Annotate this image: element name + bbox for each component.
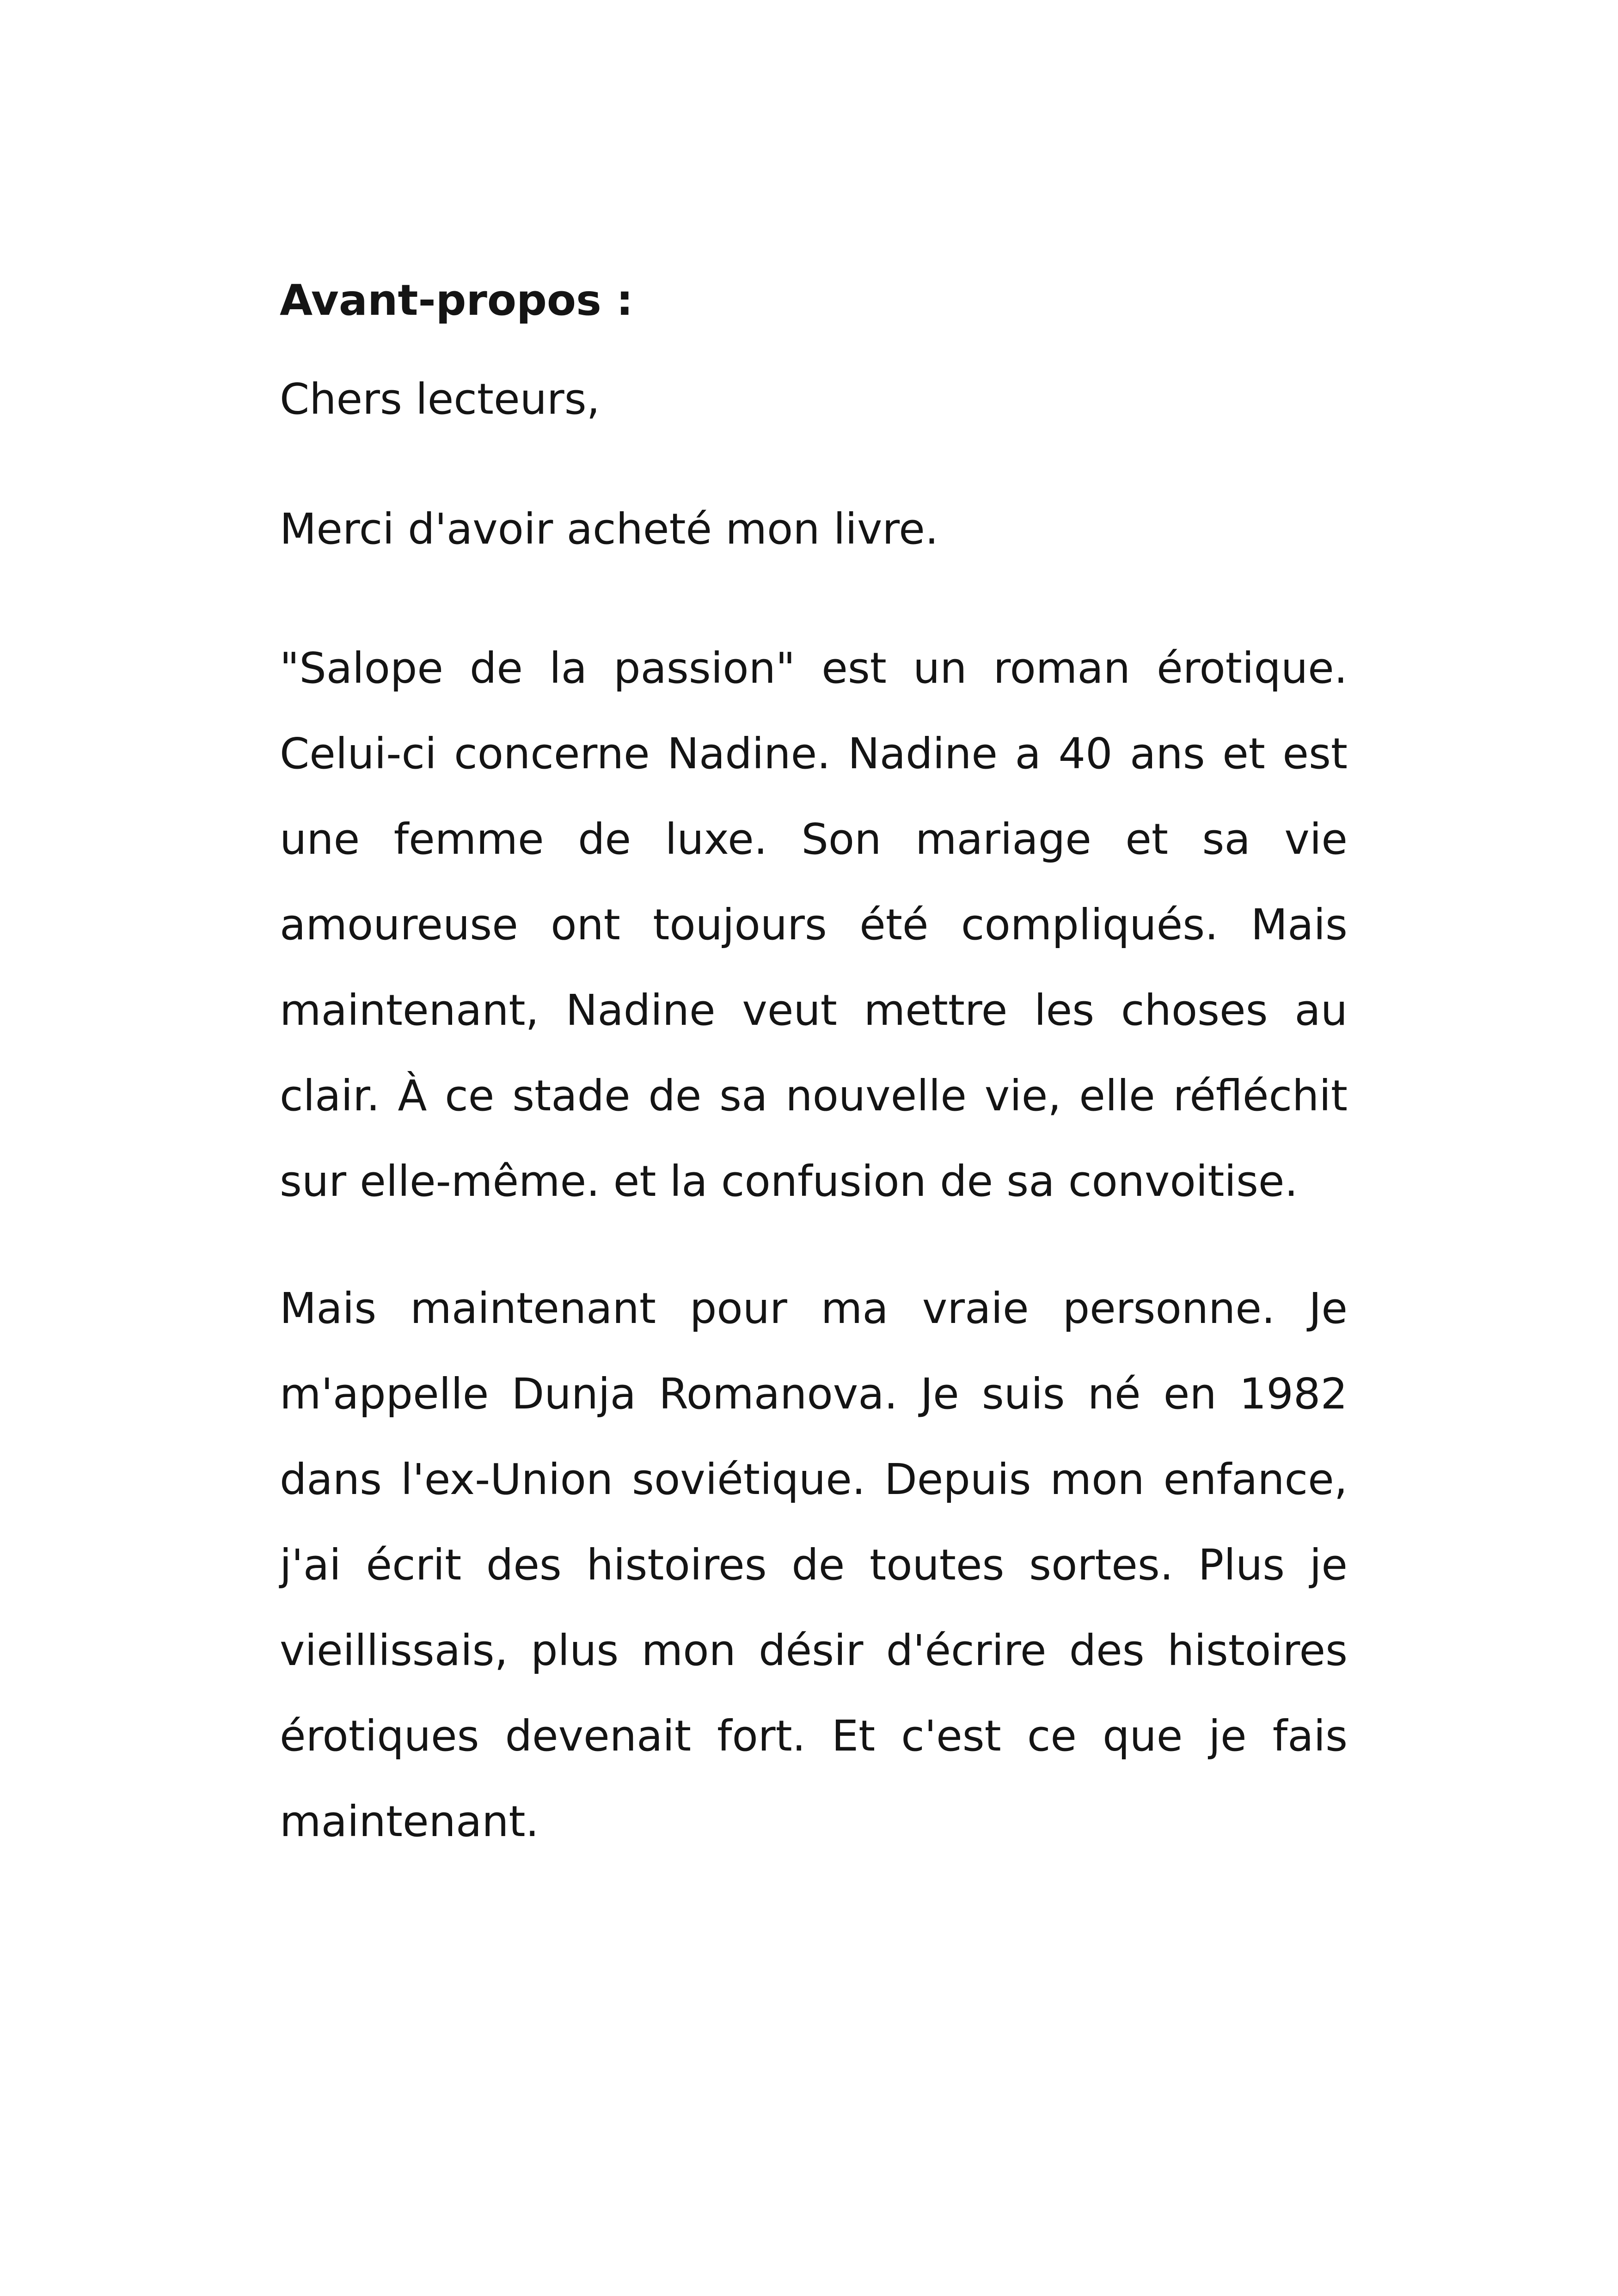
thanks-line: Merci d'avoir acheté mon livre.	[280, 504, 939, 554]
section-heading: Avant-propos :	[280, 276, 633, 325]
paragraph-author-bio: Mais maintenant pour ma vraie personne. Je m'appelle Dunja Romanova. Je suis né en 1982 dans l'ex-Union soviétique. Depuis mon enfance, j'ai écrit des histoires de toutes sortes. Plus je vieillissais, plus mon désir d'écrire des histoires érotiques devenait fort. Et c'est ce que je fais maintenant.	[280, 1284, 1348, 1846]
greeting: Chers lecteurs,	[280, 374, 600, 424]
paragraph-book-summary: "Salope de la passion" est un roman érotique. Celui-ci concerne Nadine. Nadine a 40 ans et est une femme de luxe. Son mariage et sa vie amoureuse ont toujours été compliqués. Mais maintenant, Nadine veut mettre les choses au clair. À ce stade de sa nouvelle vie, elle réfléchit sur elle-même. et la confusion de sa convoitise.	[280, 643, 1348, 1206]
page-content	[280, 273, 1348, 1906]
